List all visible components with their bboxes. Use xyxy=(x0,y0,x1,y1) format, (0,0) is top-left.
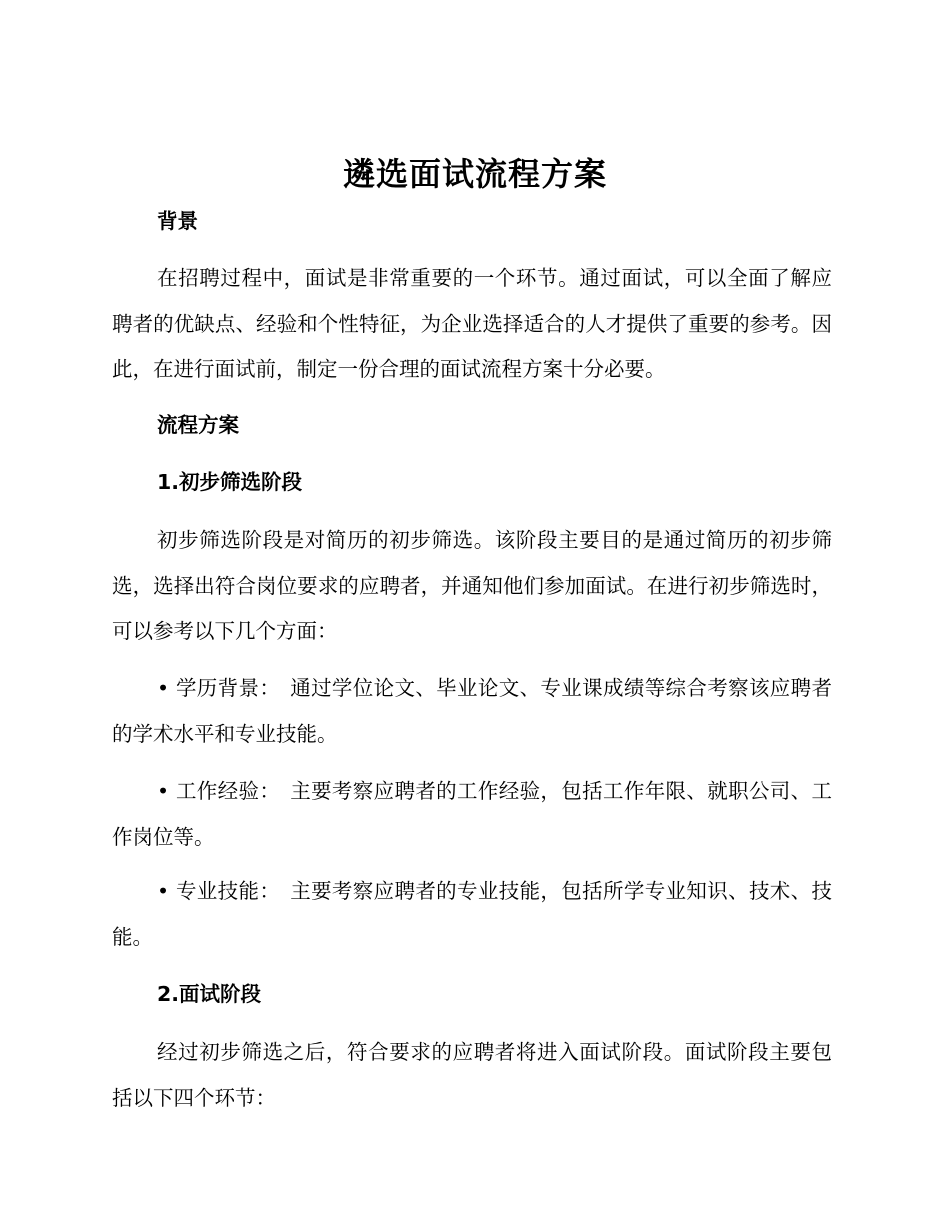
section-heading-plan: 流程方案 xyxy=(157,413,239,437)
document-title: 遴选面试流程方案 xyxy=(342,155,607,193)
bullet-label: • 学历背景： xyxy=(157,676,281,700)
paragraph-stage2: 经过初步筛选之后，符合要求的应聘者将进入面试阶段。面试阶段主要包括以下四个环节： xyxy=(112,1040,832,1110)
bullet-label: • 专业技能： xyxy=(157,879,281,903)
bullet-text: 主要考察应聘者的专业技能，包括所学专业知识、技术、技能。 xyxy=(112,879,832,949)
section-heading-background: 背景 xyxy=(157,209,198,233)
bullet-item-experience xyxy=(112,769,832,860)
bullet-text: 通过学位论文、毕业论文、专业课成绩等综合考察该应聘者的学术水平和专业技能。 xyxy=(112,676,832,746)
section-heading-stage2: 2.面试阶段 xyxy=(157,982,262,1006)
paragraph-stage1: 初步筛选阶段是对简历的初步筛选。该阶段主要目的是通过简历的初步筛选，选择出符合岗位要求的应聘者，并通知他们参加面试。在进行初步筛选时，可以参考以下几个方面： xyxy=(112,528,832,643)
section-heading-stage1: 1.初步筛选阶段 xyxy=(157,470,303,494)
paragraph-background: 在招聘过程中，面试是非常重要的一个环节。通过面试，可以全面了解应聘者的优缺点、经验和个性特征，为企业选择适合的人才提供了重要的参考。因此，在进行面试前，制定一份合理的面试流程方案十分必要。 xyxy=(112,266,832,381)
bullet-item-education xyxy=(112,666,832,757)
bullet-label: • 工作经验： xyxy=(157,779,281,803)
bullet-text: 主要考察应聘者的工作经验，包括工作年限、就职公司、工作岗位等。 xyxy=(112,779,832,849)
bullet-item-skills xyxy=(112,869,832,960)
